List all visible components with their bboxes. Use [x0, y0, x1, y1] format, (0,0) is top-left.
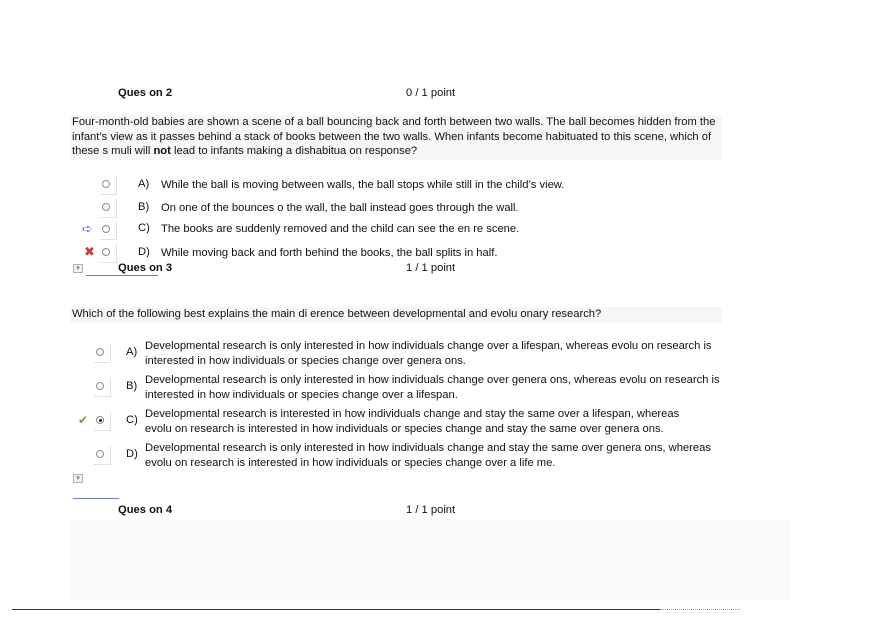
- question-2-heading: Ques on 2: [118, 87, 173, 99]
- q3-option-c-text: Developmental research is interested in how individuals change and stay the same over a lifespan, whereas evolu on research is interested in how individuals or species change and stay the same over genera ons.: [145, 408, 680, 435]
- question-3-heading: Ques on 3: [118, 262, 173, 274]
- correct-answer-arrow-icon: ➪: [82, 221, 93, 236]
- q3-option-c-radio-box[interactable]: [94, 412, 111, 431]
- q3-option-b-text: Developmental research is only interested in how individuals change over genera ons, whereas evolu on research is interested in how individuals or species change over a lifespan.: [145, 374, 720, 401]
- radio-button[interactable]: [102, 180, 110, 188]
- q2-option-a-letter: A): [138, 178, 150, 190]
- q3-option-a-radio-box[interactable]: [94, 344, 111, 363]
- q3-option-a-text: Developmental research is only interested in how individuals change over a lifespan, whereas evolu on research is interested in how individuals or species change over genera ons.: [145, 340, 712, 367]
- question-2-score: 0 / 1 point: [406, 87, 456, 99]
- q3-option-a-letter: A): [126, 346, 138, 358]
- radio-button[interactable]: [96, 348, 104, 356]
- question-4-score: 1 / 1 point: [406, 504, 456, 516]
- q3-option-b-letter: B): [126, 380, 138, 392]
- radio-button[interactable]: [102, 248, 110, 256]
- content-area: [70, 520, 790, 600]
- emphasis-not: not: [153, 145, 171, 157]
- footer-rule: [12, 609, 660, 610]
- radio-button[interactable]: [96, 382, 104, 390]
- question-4-heading: Ques on 4: [118, 504, 173, 516]
- correct-check-icon: ✔: [78, 413, 89, 427]
- q2-option-c-letter: C): [138, 222, 150, 234]
- collapse-icon[interactable]: ▾: [73, 474, 83, 483]
- q3-option-d-letter: D): [126, 448, 138, 460]
- question-2-stem-line-3: these s muli will not lead to infants making a dishabitua on response?: [72, 145, 418, 157]
- q2-option-d-letter: D): [138, 246, 150, 258]
- q2-option-b-text: On one of the bounces o the wall, the ball instead goes through the wall.: [161, 202, 519, 214]
- q2-option-a-radio-box[interactable]: [100, 176, 117, 195]
- collapse-icon[interactable]: ▾: [73, 264, 83, 273]
- question-3-score: 1 / 1 point: [406, 262, 456, 274]
- radio-button[interactable]: [96, 450, 104, 458]
- footer-rule-dotted: [660, 609, 740, 611]
- q3-option-c-letter: C): [126, 414, 138, 426]
- q2-option-b-radio-box[interactable]: [100, 199, 117, 218]
- q2-option-c-text: The books are suddenly removed and the child can see the en re scene.: [161, 223, 520, 235]
- q2-option-d-text: While moving back and forth behind the books, the ball splits in half.: [161, 247, 498, 259]
- q3-option-d-radio-box[interactable]: [94, 446, 111, 465]
- question-2-stem: [70, 115, 722, 160]
- q2-option-b-letter: B): [138, 201, 150, 213]
- question-3-stem: Which of the following best explains the main di erence between developmental and evolu onary research?: [70, 307, 722, 323]
- q2-option-d-radio-box[interactable]: [100, 244, 117, 263]
- q3-option-b-radio-box[interactable]: [94, 378, 111, 397]
- q2-option-a-text: While the ball is moving between walls, the ball stops while still in the child’s view.: [161, 179, 565, 191]
- radio-button-selected[interactable]: [96, 416, 104, 424]
- divider: [73, 498, 119, 499]
- wrong-answer-x-icon: ✖: [84, 244, 95, 259]
- q2-option-c-radio-box[interactable]: [100, 221, 117, 240]
- radio-button[interactable]: [102, 203, 110, 211]
- radio-button[interactable]: [102, 225, 110, 233]
- divider: [86, 275, 158, 276]
- q3-option-d-text: Developmental research is only interested in how individuals change and stay the same over genera ons, whereas evolu on research is interested in how individuals or species change over a life me.: [145, 442, 711, 469]
- question-2-stem-line-1: Four-month-old babies are shown a scene of a ball bouncing back and forth between two walls. The ball becomes hidden from the: [72, 116, 716, 128]
- question-2-stem-line-2: infant’s view as it passes behind a stack of books between the two walls. When infants become habituated to this scene, which of: [72, 130, 712, 143]
